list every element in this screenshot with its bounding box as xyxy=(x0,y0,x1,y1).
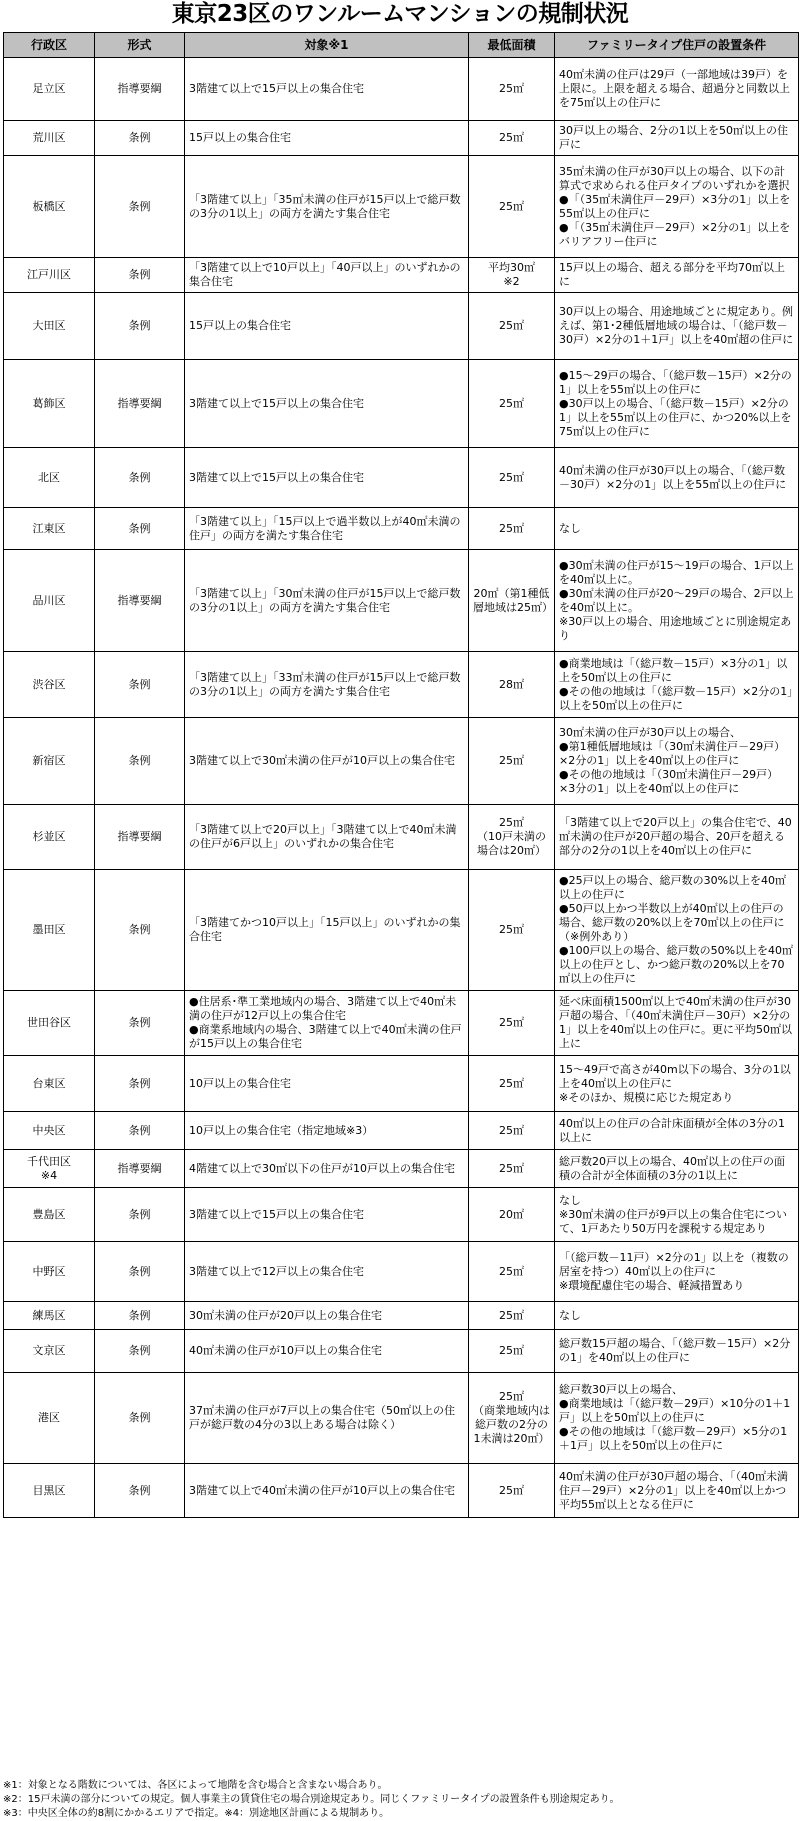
table-cell-min-area: 25㎡ xyxy=(469,870,555,991)
table-cell-target: 15戸以上の集合住宅 xyxy=(185,121,469,156)
table-cell-family-condition: 30戸以上の場合、用途地域ごとに規定あり。例えば、第1･2種低層地域の場合は、「（総戸数－30戸）×2分の1＋1戸」以上を40㎡超の住戸に xyxy=(555,293,799,360)
table-cell-min-area: 25㎡ xyxy=(469,1302,555,1330)
table-row xyxy=(4,652,799,718)
table-cell-target: 4階建て以上で30㎡以下の住戸が10戸以上の集合住宅 xyxy=(185,1150,469,1188)
table-row xyxy=(4,360,799,448)
table-cell-target: 3階建て以上で15戸以上の集合住宅 xyxy=(185,1188,469,1242)
table-cell-family-condition: ●15～29戸の場合、「（総戸数－15戸）×2分の1」以上を55㎡以上の住戸に ●30戸以上の場合、「（総戸数－15戸）×2分の1」以上を55㎡以上の住戸に、かつ20%以上を75㎡以上の住戸に xyxy=(555,360,799,448)
table-cell-min-area: 25㎡ xyxy=(469,508,555,550)
header-min-area: 最低面積 xyxy=(469,33,555,58)
table-row xyxy=(4,121,799,156)
table-cell-family-condition: 40㎡未満の住戸は29戸（一部地域は39戸）を上限に。上限を超える場合、超過分と同数以上を75㎡以上の住戸に xyxy=(555,58,799,121)
footnotes xyxy=(3,1779,798,1821)
table-cell-form: 条例 xyxy=(95,1302,185,1330)
table-cell-target: 「3階建て以上で10戸以上」「40戸以上」のいずれかの集合住宅 xyxy=(185,258,469,293)
table-cell-min-area: 25㎡ xyxy=(469,1150,555,1188)
table-cell-target: 10戸以上の集合住宅 xyxy=(185,1056,469,1112)
table-row xyxy=(4,805,799,870)
table-cell-ward: 大田区 xyxy=(4,293,95,360)
table-cell-target: 3階建て以上で15戸以上の集合住宅 xyxy=(185,58,469,121)
table-cell-family-condition: 総戸数30戸以上の場合、 ●商業地域は「（総戸数－29戸）×10分の1＋1戸」以上を50㎡以上の住戸に ●その他の地域は「（総戸数－29戸）×5分の1＋1戸」以上を50㎡以上の住戸に xyxy=(555,1373,799,1464)
table-cell-min-area: 25㎡ xyxy=(469,1242,555,1302)
table-cell-form: 条例 xyxy=(95,258,185,293)
header-form: 形式 xyxy=(95,33,185,58)
table-cell-form: 指導要綱 xyxy=(95,1150,185,1188)
table-row xyxy=(4,58,799,121)
table-cell-min-area: 28㎡ xyxy=(469,652,555,718)
table-row xyxy=(4,1464,799,1518)
table-cell-family-condition: ●25戸以上の場合、総戸数の30%以上を40㎡以上の住戸に ●50戸以上かつ半数以上が40㎡以上の住戸の場合、総戸数の20%以上を70㎡以上の住戸に（※例外あり） ●100戸以上の場合、総戸数の50%以上を40㎡以上の住戸とし、かつ総戸数の20%以上を70㎡以上の住戸に xyxy=(555,870,799,991)
table-cell-target: 3階建て以上で15戸以上の集合住宅 xyxy=(185,448,469,508)
table-cell-ward: 中央区 xyxy=(4,1112,95,1150)
table-cell-target: 「3階建て以上で20戸以上」「3階建て以上で40㎡未満の住戸が6戸以上」のいずれかの集合住宅 xyxy=(185,805,469,870)
table-cell-family-condition: なし ※30㎡未満の住戸が9戸以上の集合住宅について、1戸あたり50万円を課税する規定あり xyxy=(555,1188,799,1242)
table-cell-family-condition: 40㎡未満の住戸が30戸以上の場合、「（総戸数－30戸）×2分の1」以上を55㎡以上の住戸に xyxy=(555,448,799,508)
table-cell-target: 「3階建てかつ10戸以上」「15戸以上」のいずれかの集合住宅 xyxy=(185,870,469,991)
table-cell-family-condition: 総戸数20戸以上の場合、40㎡以上の住戸の面積の合計が全体面積の3分の1以上に xyxy=(555,1150,799,1188)
table-cell-ward: 世田谷区 xyxy=(4,991,95,1056)
table-cell-form: 条例 xyxy=(95,508,185,550)
table-cell-min-area: 25㎡ xyxy=(469,1056,555,1112)
table-cell-form: 指導要綱 xyxy=(95,805,185,870)
table-cell-min-area: 25㎡ xyxy=(469,448,555,508)
table-cell-ward: 江東区 xyxy=(4,508,95,550)
table-cell-ward: 江戸川区 xyxy=(4,258,95,293)
table-cell-form: 条例 xyxy=(95,156,185,258)
table-cell-form: 指導要綱 xyxy=(95,360,185,448)
table-cell-target: 3階建て以上で12戸以上の集合住宅 xyxy=(185,1242,469,1302)
table-cell-target: 「3階建て以上」「33㎡未満の住戸が15戸以上で総戸数の3分の1以上」の両方を満たす集合住宅 xyxy=(185,652,469,718)
table-cell-family-condition: 15～49戸で高さが40m以下の場合、3分の1以上を40㎡以上の住戸に ※そのほか、規模に応じた規定あり xyxy=(555,1056,799,1112)
table-row xyxy=(4,1242,799,1302)
table-cell-family-condition: 40㎡未満の住戸が30戸超の場合、「（40㎡未満住戸－29戸）×2分の1」以上を40㎡以上かつ平均55㎡以上となる住戸に xyxy=(555,1464,799,1518)
header-ward: 行政区 xyxy=(4,33,95,58)
table-cell-target: 37㎡未満の住戸が7戸以上の集合住宅（50㎡以上の住戸が総戸数の4分の3以上ある場合は除く） xyxy=(185,1373,469,1464)
table-cell-min-area: 20㎡（第1種低層地域は25㎡） xyxy=(469,550,555,652)
table-row xyxy=(4,1112,799,1150)
table-cell-ward: 渋谷区 xyxy=(4,652,95,718)
table-cell-target: 15戸以上の集合住宅 xyxy=(185,293,469,360)
table-cell-form: 条例 xyxy=(95,1330,185,1373)
table-cell-ward: 中野区 xyxy=(4,1242,95,1302)
page-title: 東京23区のワンルームマンションの規制状況 xyxy=(171,1,629,27)
table-cell-form: 条例 xyxy=(95,870,185,991)
table-cell-form: 指導要綱 xyxy=(95,58,185,121)
table-cell-min-area: 25㎡ （商業地域内は総戸数の2分の1未満は20㎡） xyxy=(469,1373,555,1464)
table-cell-form: 条例 xyxy=(95,121,185,156)
table-cell-min-area: 25㎡ xyxy=(469,1330,555,1373)
table-cell-form: 条例 xyxy=(95,1112,185,1150)
table-cell-form: 条例 xyxy=(95,1188,185,1242)
table-cell-target: 3階建て以上で15戸以上の集合住宅 xyxy=(185,360,469,448)
footnote: ※3：中央区全体の約8割にかかるエリアで指定。※4：別途地区計画による規制あり。 xyxy=(3,1808,390,1819)
header-target: 対象※1 xyxy=(185,33,469,58)
table-cell-target: 「3階建て以上」「15戸以上で過半数以上が40㎡未満の住戸」の両方を満たす集合住宅 xyxy=(185,508,469,550)
table-cell-target: 40㎡未満の住戸が10戸以上の集合住宅 xyxy=(185,1330,469,1373)
table-cell-min-area: 25㎡ xyxy=(469,991,555,1056)
table-cell-family-condition: 総戸数15戸超の場合、「（総戸数－15戸）×2分の1」を40㎡以上の住戸に xyxy=(555,1330,799,1373)
table-row xyxy=(4,1150,799,1188)
table-row xyxy=(4,258,799,293)
table-header-row xyxy=(4,33,799,58)
table-cell-min-area: 25㎡ xyxy=(469,156,555,258)
table-cell-min-area: 25㎡ （10戸未満の場合は20㎡） xyxy=(469,805,555,870)
table-cell-target: 「3階建て以上」「30㎡未満の住戸が15戸以上で総戸数の3分の1以上」の両方を満たす集合住宅 xyxy=(185,550,469,652)
table-cell-family-condition: 15戸以上の場合、超える部分を平均70㎡以上に xyxy=(555,258,799,293)
table-cell-ward: 文京区 xyxy=(4,1330,95,1373)
table-cell-family-condition: 40㎡以上の住戸の合計床面積が全体の3分の1以上に xyxy=(555,1112,799,1150)
table-cell-min-area: 25㎡ xyxy=(469,1464,555,1518)
regulation-table xyxy=(3,32,799,1518)
table-cell-ward: 墨田区 xyxy=(4,870,95,991)
table-row xyxy=(4,991,799,1056)
table-cell-target: 3階建て以上で30㎡未満の住戸が10戸以上の集合住宅 xyxy=(185,718,469,805)
table-cell-min-area: 25㎡ xyxy=(469,293,555,360)
table-cell-ward: 練馬区 xyxy=(4,1302,95,1330)
table-cell-ward: 新宿区 xyxy=(4,718,95,805)
table-cell-ward: 目黒区 xyxy=(4,1464,95,1518)
table-cell-ward: 千代田区 ※4 xyxy=(4,1150,95,1188)
table-row xyxy=(4,550,799,652)
table-cell-target: ●住居系･準工業地域内の場合、3階建て以上で40㎡未満の住戸が12戸以上の集合住宅 ●商業系地域内の場合、3階建て以上で40㎡未満の住戸が15戸以上の集合住宅 xyxy=(185,991,469,1056)
table-cell-min-area: 25㎡ xyxy=(469,1112,555,1150)
footnote: ※1：対象となる階数については、各区によって地階を含む場合と含まない場合あり。 xyxy=(3,1780,388,1791)
table-row xyxy=(4,870,799,991)
table-cell-family-condition: 「3階建て以上で20戸以上」の集合住宅で、40㎡未満の住戸が20戸超の場合、20戸を超える部分の2分の1以上を40㎡以上の住戸に xyxy=(555,805,799,870)
table-cell-ward: 北区 xyxy=(4,448,95,508)
table-cell-ward: 豊島区 xyxy=(4,1188,95,1242)
table-row xyxy=(4,1188,799,1242)
table-cell-ward: 荒川区 xyxy=(4,121,95,156)
table-cell-ward: 杉並区 xyxy=(4,805,95,870)
table-cell-family-condition: 35㎡未満の住戸が30戸以上の場合、以下の計算式で求められる住戸タイプのいずれかを選択 ●「（35㎡未満住戸－29戸）×3分の1」以上を55㎡以上の住戸に ●「（35㎡未満住戸－29戸）×2分の1」以上をバリアフリー住戸に xyxy=(555,156,799,258)
table-cell-target: 10戸以上の集合住宅（指定地域※3） xyxy=(185,1112,469,1150)
table-cell-ward: 台東区 xyxy=(4,1056,95,1112)
table-cell-ward: 葛飾区 xyxy=(4,360,95,448)
table-row xyxy=(4,1056,799,1112)
table-cell-ward: 板橋区 xyxy=(4,156,95,258)
table-cell-min-area: 25㎡ xyxy=(469,360,555,448)
table-row xyxy=(4,718,799,805)
table-cell-target: 3階建て以上で40㎡未満の住戸が10戸以上の集合住宅 xyxy=(185,1464,469,1518)
table-cell-family-condition: ●30㎡未満の住戸が15～19戸の場合、1戸以上を40㎡以上に。 ●30㎡未満の住戸が20～29戸の場合、2戸以上を40㎡以上に。 ※30戸以上の場合、用途地域ごとに別途規定あり xyxy=(555,550,799,652)
table-cell-family-condition: 30㎡未満の住戸が30戸以上の場合、 ●第1種低層地域は「（30㎡未満住戸－29戸）×2分の1」以上を40㎡以上の住戸に ●その他の地域は「（30㎡未満住戸－29戸）×3分の1」以上を40㎡以上の住戸に xyxy=(555,718,799,805)
table-cell-target: 30㎡未満の住戸が20戸以上の集合住宅 xyxy=(185,1302,469,1330)
table-cell-form: 条例 xyxy=(95,652,185,718)
table-row xyxy=(4,1330,799,1373)
table-row xyxy=(4,1302,799,1330)
table-cell-family-condition: ●商業地域は「（総戸数－15戸）×3分の1」以上を50㎡以上の住戸に ●その他の地域は「（総戸数－15戸）×2分の1」以上を50㎡以上の住戸に xyxy=(555,652,799,718)
table-cell-family-condition: 30戸以上の場合、2分の1以上を50㎡以上の住戸に xyxy=(555,121,799,156)
table-cell-ward: 港区 xyxy=(4,1373,95,1464)
table-cell-ward: 足立区 xyxy=(4,58,95,121)
table-row xyxy=(4,156,799,258)
table-cell-form: 指導要綱 xyxy=(95,550,185,652)
table-cell-form: 条例 xyxy=(95,293,185,360)
table-cell-form: 条例 xyxy=(95,718,185,805)
table-cell-family-condition: 「（総戸数－11戸）×2分の1」以上を（複数の居室を持つ）40㎡以上の住戸に ※環境配慮住宅の場合、軽減措置あり xyxy=(555,1242,799,1302)
table-row xyxy=(4,293,799,360)
table-cell-min-area: 平均30㎡ ※2 xyxy=(469,258,555,293)
table-cell-form: 条例 xyxy=(95,1242,185,1302)
table-cell-form: 条例 xyxy=(95,1056,185,1112)
table-row xyxy=(4,448,799,508)
table-cell-min-area: 25㎡ xyxy=(469,718,555,805)
header-family-condition: ファミリータイプ住戸の設置条件 xyxy=(555,33,799,58)
table-cell-family-condition: なし xyxy=(555,1302,799,1330)
table-cell-form: 条例 xyxy=(95,1373,185,1464)
table-row xyxy=(4,1373,799,1464)
footnote: ※2：15戸未満の部分についての規定。個人事業主の賃貸住宅の場合別途規定あり。同じくファミリータイプの設置条件も別途規定あり。 xyxy=(3,1794,620,1805)
table-cell-form: 条例 xyxy=(95,448,185,508)
table-cell-min-area: 25㎡ xyxy=(469,58,555,121)
table-cell-family-condition: 延べ床面積1500㎡以上で40㎡未満の住戸が30戸超の場合、「（40㎡未満住戸－30戸）×2分の1」以上を40㎡以上の住戸に。更に平均50㎡以上に xyxy=(555,991,799,1056)
table-cell-form: 条例 xyxy=(95,991,185,1056)
table-cell-target: 「3階建て以上」「35㎡未満の住戸が15戸以上で総戸数の3分の1以上」の両方を満たす集合住宅 xyxy=(185,156,469,258)
table-row xyxy=(4,508,799,550)
table-cell-min-area: 25㎡ xyxy=(469,121,555,156)
table-cell-ward: 品川区 xyxy=(4,550,95,652)
table-cell-family-condition: なし xyxy=(555,508,799,550)
table-cell-form: 条例 xyxy=(95,1464,185,1518)
table-cell-min-area: 20㎡ xyxy=(469,1188,555,1242)
